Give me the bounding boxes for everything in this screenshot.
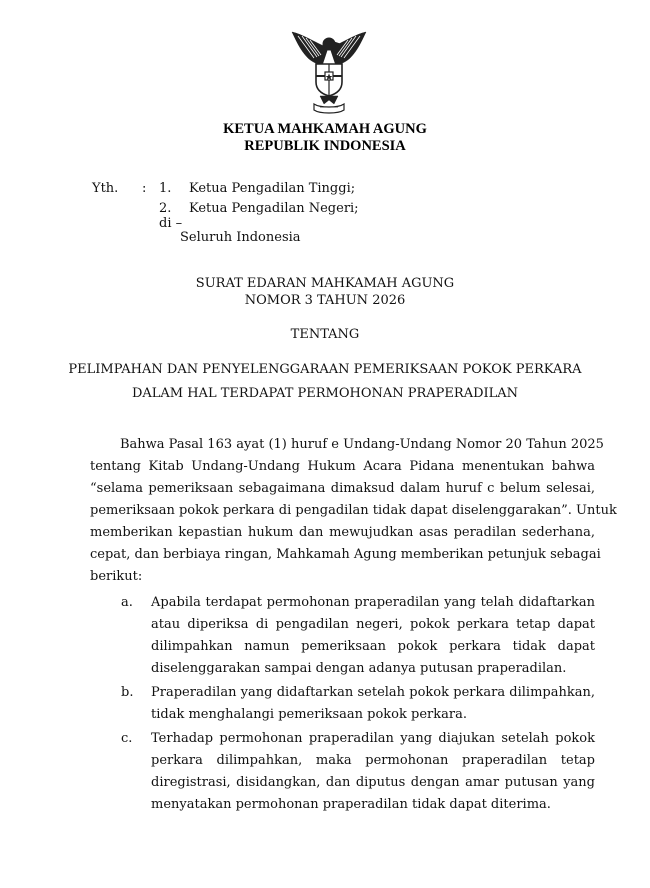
list-item-label: a. bbox=[121, 595, 133, 610]
list-item-line: Terhadap permohonan praperadilan yang diajukan setelah pokok bbox=[151, 731, 595, 746]
addressee-item-text: Ketua Pengadilan Negeri; bbox=[189, 201, 359, 216]
addressee-item-text: Ketua Pengadilan Tinggi; bbox=[189, 181, 356, 196]
list-item-line: diregistrasi, disidangkan, dan diputus dengan amar putusan yang bbox=[151, 775, 595, 790]
list-item-line: Praperadilan yang didaftarkan setelah pokok perkara dilimpahkan, bbox=[151, 685, 595, 700]
letter-subject-line: PELIMPAHAN DAN PENYELENGGARAAN PEMERIKSAAN POKOK PERKARA bbox=[68, 362, 582, 377]
list-item-label: c. bbox=[121, 731, 133, 746]
paragraph-line: memberikan kepastian hukum dan mewujudkan asas peradilan sederhana, bbox=[90, 525, 595, 540]
paragraph-line: berikut: bbox=[90, 569, 143, 584]
list-item-line: tidak menghalangi pemeriksaan pokok perkara. bbox=[151, 707, 467, 722]
addressee-location: Seluruh Indonesia bbox=[180, 230, 301, 245]
addressee-item-number: 2. bbox=[159, 201, 172, 216]
paragraph-line: pemeriksaan pokok perkara di pengadilan tidak dapat diselenggarakan”. Untuk bbox=[90, 503, 617, 518]
list-item-line: atau diperiksa di pengadilan negeri, pokok perkara tetap dapat bbox=[151, 617, 595, 632]
addressee-item-number: 1. bbox=[159, 181, 172, 196]
letterhead-subtitle: REPUBLIK INDONESIA bbox=[244, 138, 406, 154]
paragraph-line: cepat, dan berbiaya ringan, Mahkamah Agung memberikan petunjuk sebagai bbox=[90, 547, 601, 562]
list-item-line: menyatakan permohonan praperadilan tidak dapat diterima. bbox=[151, 797, 551, 812]
paragraph-line: “selama pemeriksaan sebagaimana dimaksud dalam huruf c belum selesai, bbox=[90, 481, 595, 496]
list-item-line: perkara dilimpahkan, maka permohonan praperadilan tetap bbox=[151, 753, 595, 768]
letter-number: NOMOR 3 TAHUN 2026 bbox=[244, 293, 406, 308]
letter-about: TENTANG bbox=[290, 327, 360, 342]
paragraph-line: tentang Kitab Undang-Undang Hukum Acara Pidana menentukan bahwa bbox=[90, 459, 595, 474]
yth-label: Yth. bbox=[92, 181, 119, 196]
garuda-emblem-icon bbox=[284, 28, 374, 114]
paragraph-line: Bahwa Pasal 163 ayat (1) huruf e Undang-Undang Nomor 20 Tahun 2025 bbox=[120, 437, 604, 452]
list-item-line: dilimpahkan namun pemeriksaan pokok perkara tidak dapat bbox=[151, 639, 595, 654]
list-item-line: diselenggarakan sampai dengan adanya putusan praperadilan. bbox=[151, 661, 567, 676]
list-item-line: Apabila terdapat permohonan praperadilan yang telah didaftarkan bbox=[151, 595, 595, 610]
letter-title: SURAT EDARAN MAHKAMAH AGUNG bbox=[195, 276, 455, 291]
letter-subject-line: DALAM HAL TERDAPAT PERMOHONAN PRAPERADILAN bbox=[131, 386, 519, 401]
letterhead-title: KETUA MAHKAMAH AGUNG bbox=[223, 121, 427, 137]
yth-colon: : bbox=[142, 181, 147, 196]
list-item-label: b. bbox=[121, 685, 134, 700]
addressee-di: di – bbox=[159, 216, 183, 231]
